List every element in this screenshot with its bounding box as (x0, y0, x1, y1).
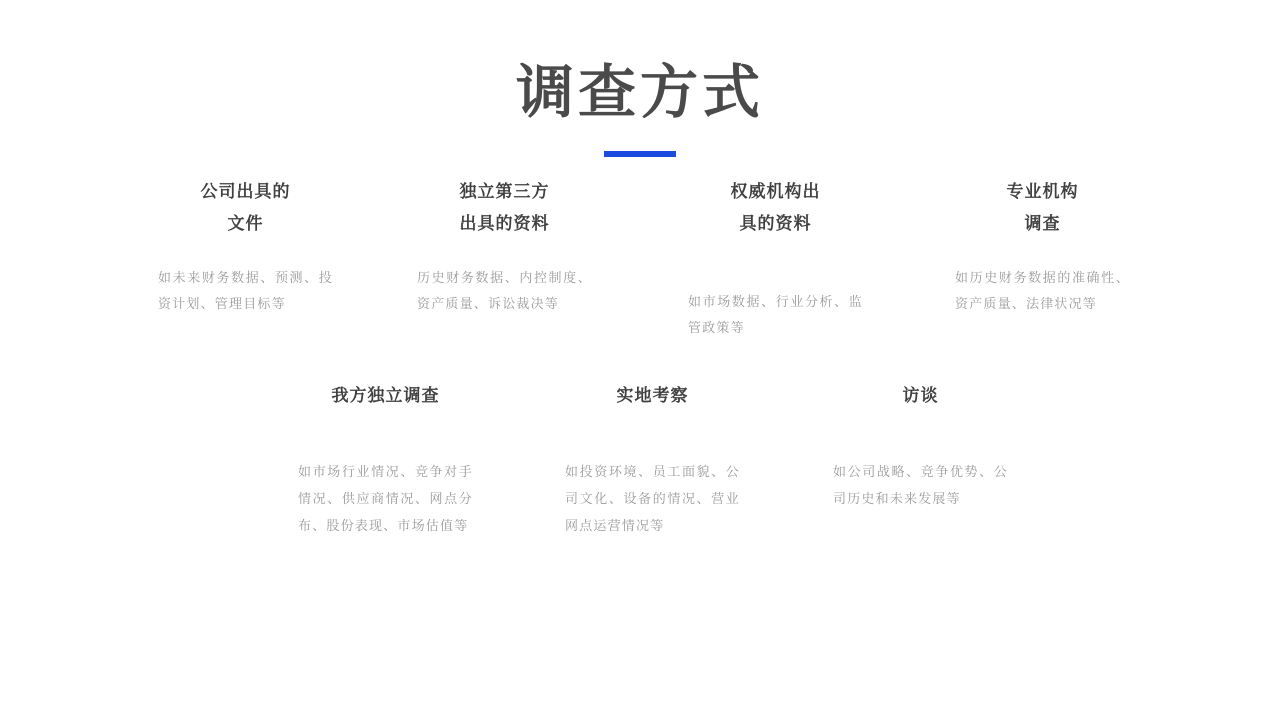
card-title (565, 380, 740, 412)
card-title-line-2: 调查 (1024, 214, 1061, 234)
card-company-documents (158, 176, 333, 318)
card-title-line-1: 访谈 (902, 386, 939, 405)
card-title-line-1: 专业机构 (1006, 182, 1079, 201)
card-body: 如历史财务数据的准确性、资产质量、法律状况等 (955, 269, 1130, 312)
card-body: 如市场行业情况、竞争对手情况、供应商情况、网点分布、股份表现、市场估值等 (298, 464, 473, 533)
card-interview (833, 380, 1008, 513)
card-title (833, 380, 1008, 412)
page-title: 调查方式 (515, 60, 764, 125)
card-body: 如市场数据、行业分析、监管政策等 (688, 293, 863, 336)
card-field-inspection (565, 380, 740, 539)
card-body: 如投资环境、员工面貌、公司文化、设备的情况、营业网点运营情况等 (565, 464, 740, 533)
card-title-line-1: 公司出具的 (200, 182, 291, 201)
card-title-line-2: 文件 (227, 214, 264, 234)
card-body: 如未来财务数据、预测、投资计划、管理目标等 (158, 269, 333, 312)
card-title-line-2: 具的资料 (739, 214, 812, 234)
card-title-line-1: 我方独立调查 (331, 386, 440, 405)
card-third-party-materials (417, 176, 592, 318)
card-title (955, 176, 1130, 241)
card-title (417, 176, 592, 241)
card-title (688, 176, 863, 241)
card-title-line-2: 出具的资料 (459, 214, 550, 234)
card-title-line-1: 独立第三方 (459, 182, 550, 201)
card-title (298, 380, 473, 412)
title-underline-accent (604, 151, 676, 157)
card-authority-materials (688, 176, 863, 342)
card-body: 如公司战略、竞争优势、公司历史和未来发展等 (833, 464, 1008, 506)
card-own-independent-survey (298, 380, 473, 539)
card-title-line-1: 权威机构出 (730, 182, 821, 201)
card-title-line-1: 实地考察 (616, 386, 689, 405)
card-title (158, 176, 333, 241)
card-body: 历史财务数据、内控制度、资产质量、诉讼裁决等 (417, 269, 592, 312)
card-professional-institution-survey (955, 176, 1130, 318)
